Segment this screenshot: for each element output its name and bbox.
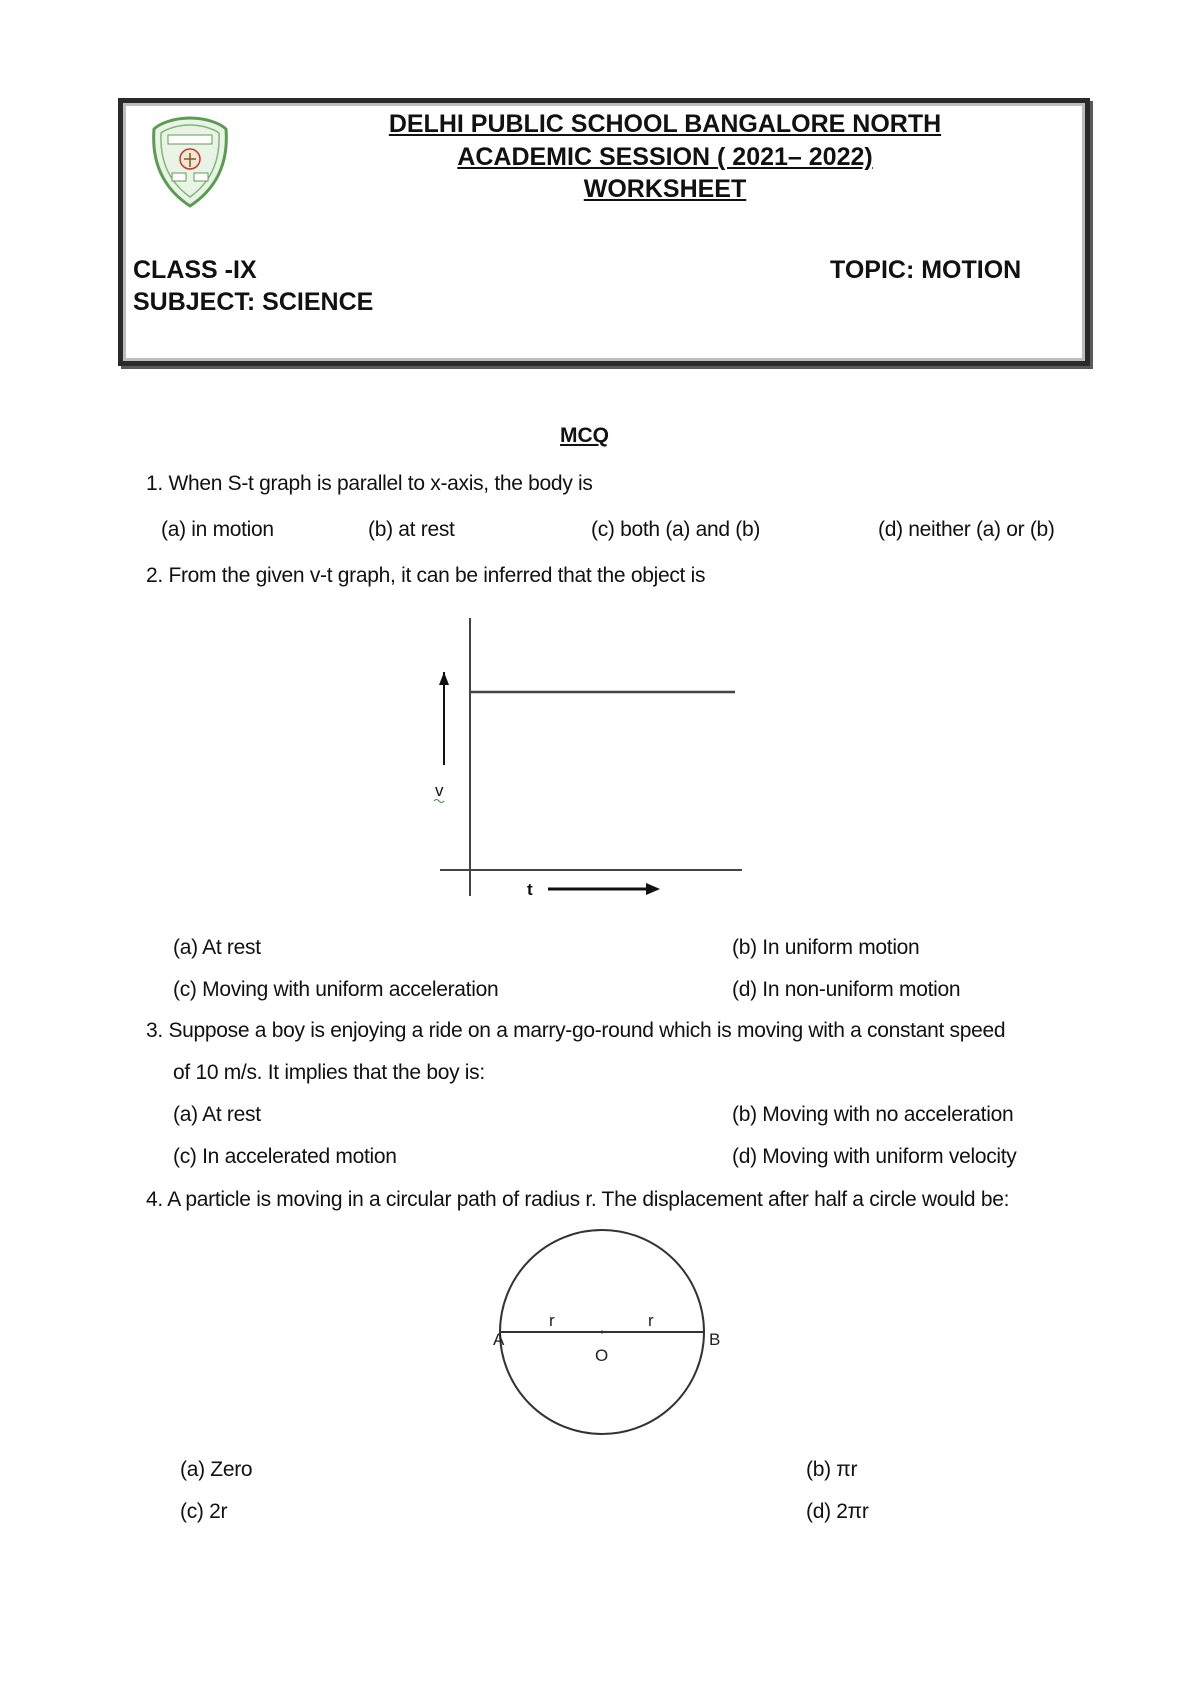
q2-option-d: (d) In non-uniform motion — [732, 978, 961, 1001]
subject-label: SUBJECT: SCIENCE — [133, 288, 374, 316]
question-4-text: 4. A particle is moving in a circular path of radius r. The displacement after half a circle would be: — [146, 1188, 1010, 1211]
q3-option-a: (a) At rest — [173, 1103, 261, 1126]
q3-option-b: (b) Moving with no acceleration — [732, 1103, 1014, 1126]
q4-option-b: (b) πr — [806, 1458, 858, 1481]
q1-option-c: (c) both (a) and (b) — [591, 518, 761, 541]
q2-option-a: (a) At rest — [173, 936, 261, 959]
q4-option-a: (a) Zero — [180, 1458, 253, 1481]
v-t-graph — [420, 610, 760, 910]
circle-diagram — [480, 1220, 740, 1440]
question-2-text: 2. From the given v-t graph, it can be inferred that the object is — [146, 564, 706, 587]
v-axis-label: v — [435, 781, 444, 800]
school-name: DELHI PUBLIC SCHOOL BANGALORE NORTH — [388, 110, 942, 138]
point-b-label: B — [709, 1330, 721, 1349]
point-a-label: A — [493, 1330, 505, 1349]
question-3-text-line1: 3. Suppose a boy is enjoying a ride on a marry-go-round which is moving with a constant speed — [146, 1019, 1006, 1042]
q4-option-d: (d) 2πr — [806, 1500, 869, 1523]
question-1-text: 1. When S-t graph is parallel to x-axis, the body is — [146, 472, 593, 495]
radius-left-label: r — [549, 1311, 555, 1330]
question-3-text-line2: of 10 m/s. It implies that the boy is: — [173, 1061, 485, 1084]
q3-option-d: (d) Moving with uniform velocity — [732, 1145, 1017, 1168]
radius-right-label: r — [648, 1311, 654, 1330]
q1-option-b: (b) at rest — [368, 518, 455, 541]
t-axis-label: t — [527, 880, 533, 899]
q1-option-a: (a) in motion — [161, 518, 274, 541]
school-crest-icon — [150, 115, 230, 209]
academic-session: ACADEMIC SESSION ( 2021– 2022) — [457, 143, 873, 171]
class-label: CLASS -IX — [133, 256, 257, 284]
center-o-label: O — [595, 1346, 609, 1365]
q3-option-c: (c) In accelerated motion — [173, 1145, 397, 1168]
topic-label: TOPIC: MOTION — [830, 256, 1022, 284]
section-title: MCQ — [560, 424, 609, 447]
q2-option-b: (b) In uniform motion — [732, 936, 920, 959]
q2-option-c: (c) Moving with uniform acceleration — [173, 978, 499, 1001]
q1-option-d: (d) neither (a) or (b) — [878, 518, 1055, 541]
document-type: WORKSHEET — [583, 175, 747, 203]
q4-option-c: (c) 2r — [180, 1500, 228, 1523]
